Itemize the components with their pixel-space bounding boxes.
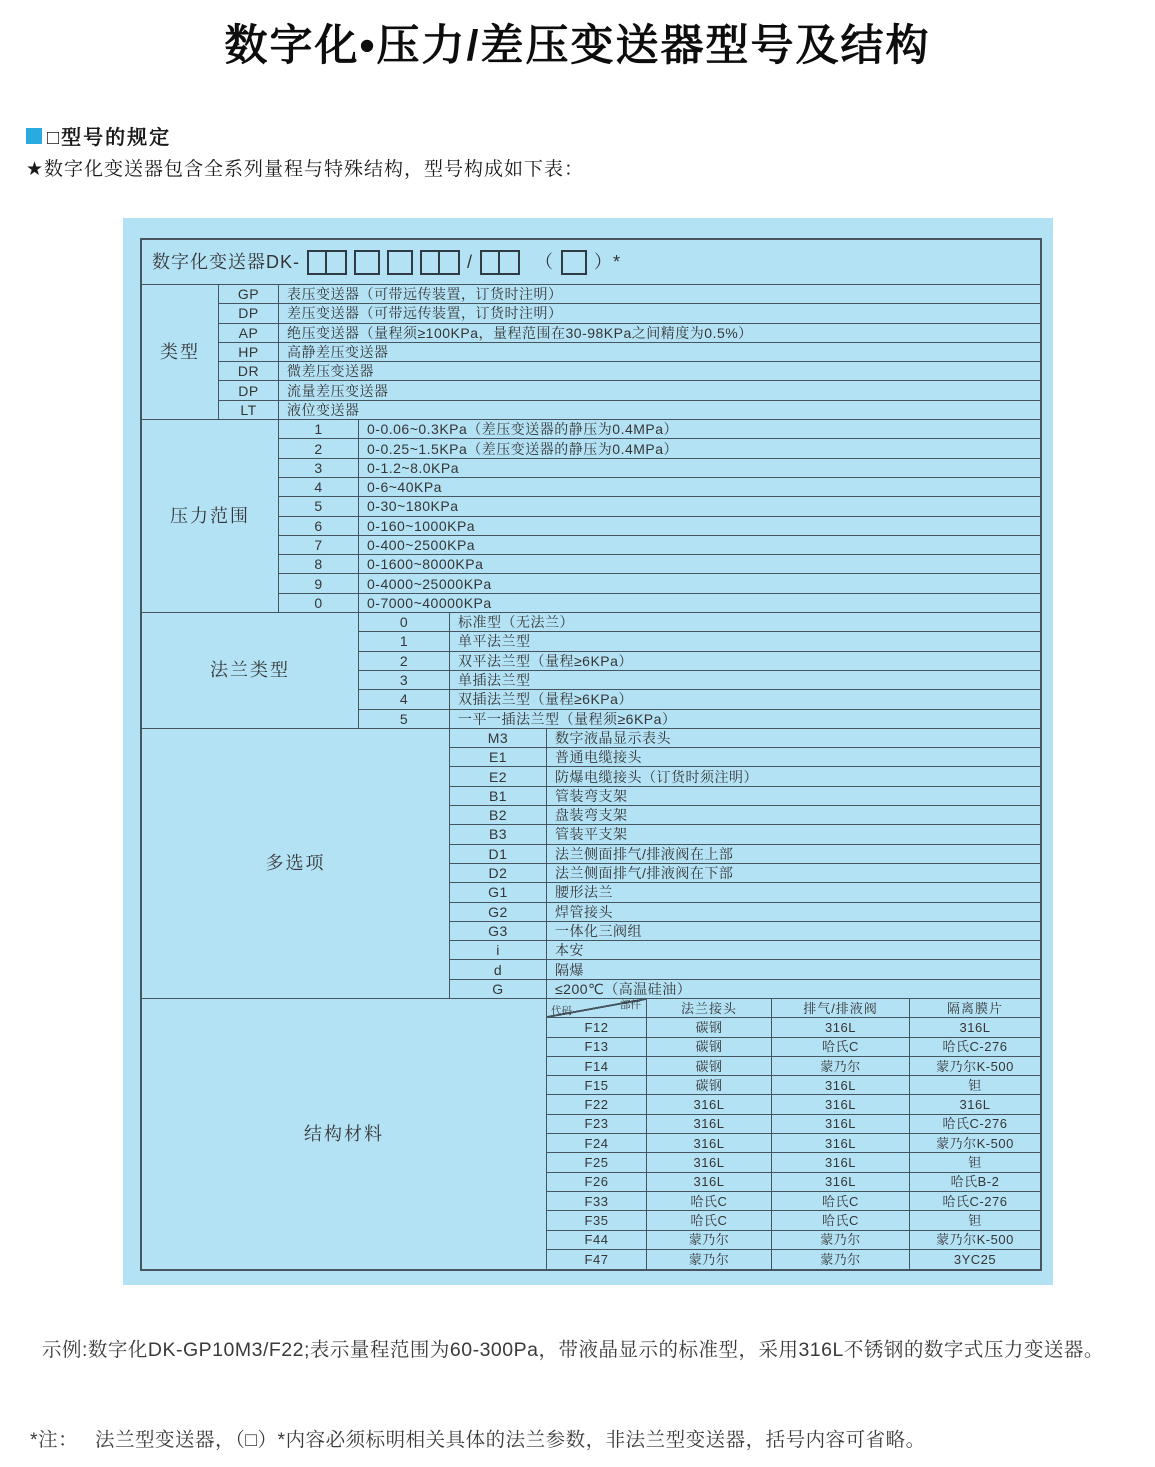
materials-cell: 316L	[910, 1095, 1040, 1114]
materials-code-cell: F24	[547, 1134, 647, 1153]
materials-cell: 蒙乃尔	[647, 1231, 772, 1250]
materials-cell: 钽	[910, 1076, 1040, 1095]
materials-col-header: 隔离膜片	[910, 999, 1040, 1018]
materials-cell: 哈氏C	[772, 1192, 910, 1211]
materials-cell: 哈氏C	[647, 1211, 772, 1230]
code-cell: 5	[359, 710, 450, 729]
materials-cell: 哈氏C	[647, 1192, 772, 1211]
desc-cell: 管装弯支架	[547, 787, 1040, 806]
intro-line: ★数字化变送器包含全系列量程与特殊结构，型号构成如下表：	[26, 159, 585, 180]
desc-cell: ≤200℃（高温硅油）	[547, 980, 1040, 999]
desc-cell: 0-30~180KPa	[359, 497, 1040, 516]
code-cell: 0	[279, 594, 359, 613]
code-cell: B2	[450, 806, 547, 825]
materials-code-cell: F15	[547, 1076, 647, 1095]
section-label: 多选项	[142, 729, 450, 999]
materials-code-cell: F14	[547, 1057, 647, 1076]
materials-code-cell: F44	[547, 1231, 647, 1250]
materials-cell: 蒙乃尔	[772, 1231, 910, 1250]
materials-cell: 蒙乃尔K-500	[910, 1057, 1040, 1076]
model-number-row	[142, 240, 1040, 285]
desc-cell: 单插法兰型	[450, 671, 1040, 690]
code-cell: G1	[450, 883, 547, 902]
desc-cell: 腰形法兰	[547, 883, 1040, 902]
code-cell: M3	[450, 729, 547, 748]
code-cell: B3	[450, 825, 547, 844]
section-heading	[26, 121, 171, 150]
desc-cell: 0-1.2~8.0KPa	[359, 459, 1040, 478]
code-cell: 3	[359, 671, 450, 690]
desc-cell: 焊管接头	[547, 903, 1040, 922]
desc-cell: 防爆电缆接头（订货时须注明）	[547, 767, 1040, 786]
code-cell: 4	[359, 690, 450, 709]
code-cell: DP	[219, 381, 279, 400]
materials-code-cell: F26	[547, 1173, 647, 1192]
model-code-box	[480, 250, 520, 275]
code-cell: GP	[219, 285, 279, 304]
code-cell: B1	[450, 787, 547, 806]
materials-cell: 哈氏C-276	[910, 1038, 1040, 1057]
desc-cell: 盘装弯支架	[547, 806, 1040, 825]
code-cell: LT	[219, 401, 279, 420]
desc-cell: 0-0.06~0.3KPa（差压变送器的静压为0.4MPa）	[359, 420, 1040, 439]
code-cell: E2	[450, 767, 547, 786]
materials-code-cell: F12	[547, 1018, 647, 1037]
desc-cell: 本安	[547, 941, 1040, 960]
desc-cell: 法兰侧面排气/排液阀在下部	[547, 864, 1040, 883]
materials-cell: 316L	[772, 1134, 910, 1153]
code-cell: AP	[219, 324, 279, 343]
materials-cell: 316L	[647, 1153, 772, 1172]
materials-code-cell: F22	[547, 1095, 647, 1114]
materials-code-cell: F33	[547, 1192, 647, 1211]
materials-cell: 钽	[910, 1153, 1040, 1172]
code-cell: 1	[359, 632, 450, 651]
materials-code-cell: F23	[547, 1115, 647, 1134]
desc-cell: 管装平支架	[547, 825, 1040, 844]
desc-cell: 微差压变送器	[279, 362, 1040, 381]
model-text: /	[467, 252, 474, 272]
section-heading-label: □型号的规定	[47, 127, 172, 149]
materials-cell: 316L	[772, 1173, 910, 1192]
materials-cell: 316L	[647, 1134, 772, 1153]
code-cell: DP	[219, 304, 279, 323]
desc-cell: 单平法兰型	[450, 632, 1040, 651]
model-code-box	[420, 250, 460, 275]
materials-code-cell: F47	[547, 1250, 647, 1269]
code-cell: G2	[450, 903, 547, 922]
model-code-box	[354, 250, 380, 275]
desc-cell: 一平一插法兰型（量程须≥6KPa）	[450, 710, 1040, 729]
materials-cell: 哈氏B-2	[910, 1173, 1040, 1192]
materials-cell: 蒙乃尔	[647, 1250, 772, 1269]
code-cell: 1	[279, 420, 359, 439]
note-text: 法兰型变送器，（□）*内容必须标明相关具体的法兰参数，非法兰型变送器，括号内容可省略。	[95, 1429, 926, 1451]
desc-cell: 液位变送器	[279, 401, 1040, 420]
desc-cell: 高静差压变送器	[279, 343, 1040, 362]
note-paragraph	[30, 1424, 1140, 1452]
section-label: 压力范围	[142, 420, 279, 613]
materials-cell: 哈氏C-276	[910, 1192, 1040, 1211]
desc-cell: 流量差压变送器	[279, 381, 1040, 400]
desc-cell: 0-1600~8000KPa	[359, 555, 1040, 574]
corner-part-label: 部件	[620, 998, 641, 1011]
code-cell: G3	[450, 922, 547, 941]
model-structure-table	[140, 238, 1042, 1271]
materials-cell: 蒙乃尔K-500	[910, 1134, 1040, 1153]
materials-cell: 316L	[647, 1095, 772, 1114]
model-text: （	[535, 252, 555, 272]
code-cell: 3	[279, 459, 359, 478]
materials-cell: 316L	[772, 1076, 910, 1095]
example-text: 数字化DK-GP10M3/F22;表示量程范围为60-300Pa，带液晶显示的标准型，采用316L不锈钢的数字式压力变送器。	[87, 1339, 1104, 1361]
example-paragraph	[42, 1330, 1142, 1370]
desc-cell: 0-7000~40000KPa	[359, 594, 1040, 613]
desc-cell: 0-0.25~1.5KPa（差压变送器的静压为0.4MPa）	[359, 439, 1040, 458]
code-cell: d	[450, 960, 547, 979]
desc-cell: 数字液晶显示表头	[547, 729, 1040, 748]
code-cell: 2	[359, 652, 450, 671]
code-cell: 9	[279, 574, 359, 593]
desc-cell: 一体化三阀组	[547, 922, 1040, 941]
materials-cell: 哈氏C	[772, 1211, 910, 1230]
code-cell: DR	[219, 362, 279, 381]
materials-code-cell: F35	[547, 1211, 647, 1230]
code-cell: i	[450, 941, 547, 960]
materials-cell: 316L	[772, 1018, 910, 1037]
section-label: 类型	[142, 285, 219, 420]
code-cell: D1	[450, 845, 547, 864]
model-text: ）*	[594, 252, 622, 272]
desc-cell: 0-400~2500KPa	[359, 536, 1040, 555]
code-cell: G	[450, 980, 547, 999]
desc-cell: 隔爆	[547, 960, 1040, 979]
section-label: 法兰类型	[142, 613, 359, 729]
materials-cell: 钽	[910, 1211, 1040, 1230]
model-code-box	[387, 250, 413, 275]
code-cell: 6	[279, 517, 359, 536]
desc-cell: 标准型（无法兰）	[450, 613, 1040, 632]
materials-col-header: 法兰接头	[647, 999, 772, 1018]
materials-cell: 哈氏C	[772, 1038, 910, 1057]
desc-cell: 普通电缆接头	[547, 748, 1040, 767]
model-code-box	[307, 250, 347, 275]
code-cell: 8	[279, 555, 359, 574]
materials-cell: 蒙乃尔	[772, 1057, 910, 1076]
materials-cell: 碳钢	[647, 1038, 772, 1057]
desc-cell: 0-6~40KPa	[359, 478, 1040, 497]
table-panel	[123, 218, 1053, 1285]
section-label: 结构材料	[142, 999, 547, 1269]
materials-cell: 哈氏C-276	[910, 1115, 1040, 1134]
materials-code-cell: F25	[547, 1153, 647, 1172]
desc-cell: 表压变送器（可带远传装置，订货时注明）	[279, 285, 1040, 304]
code-cell: 5	[279, 497, 359, 516]
materials-cell: 316L	[647, 1115, 772, 1134]
desc-cell: 0-4000~25000KPa	[359, 574, 1040, 593]
code-cell: D2	[450, 864, 547, 883]
desc-cell: 差压变送器（可带远传装置，订货时注明）	[279, 304, 1040, 323]
model-text: 数字化变送器DK-	[152, 252, 300, 272]
page-title: 数字化•压力/差压变送器型号及结构	[224, 22, 931, 70]
materials-cell: 316L	[772, 1115, 910, 1134]
desc-cell: 绝压变送器（量程须≥100KPa，量程范围在30-98KPa之间精度为0.5%）	[279, 324, 1040, 343]
example-label: 示例:	[42, 1339, 88, 1361]
materials-col-header: 排气/排液阀	[772, 999, 910, 1018]
model-code-box	[561, 250, 587, 275]
materials-cell: 3YC25	[953, 1251, 997, 1267]
materials-cell: 碳钢	[647, 1018, 772, 1037]
materials-cell: 316L	[910, 1018, 1040, 1037]
materials-cell: 316L	[647, 1173, 772, 1192]
code-cell: HP	[219, 343, 279, 362]
note-label: *注：	[30, 1429, 79, 1451]
code-cell: 4	[279, 478, 359, 497]
desc-cell: 法兰侧面排气/排液阀在上部	[547, 845, 1040, 864]
materials-cell: 蒙乃尔	[772, 1250, 910, 1269]
materials-cell: 碳钢	[647, 1076, 772, 1095]
code-cell: 7	[279, 536, 359, 555]
blue-square-icon	[26, 128, 42, 144]
corner-code-label: 代码	[551, 1004, 572, 1017]
materials-cell: 316L	[772, 1153, 910, 1172]
materials-code-cell: F13	[547, 1038, 647, 1057]
code-cell: 2	[279, 439, 359, 458]
code-cell: 0	[359, 613, 450, 632]
materials-cell: 蒙乃尔K-500	[910, 1231, 1040, 1250]
desc-cell: 双插法兰型（量程≥6KPa）	[450, 690, 1040, 709]
desc-cell: 双平法兰型（量程≥6KPa）	[450, 652, 1040, 671]
materials-cell: 316L	[772, 1095, 910, 1114]
desc-cell: 0-160~1000KPa	[359, 517, 1040, 536]
materials-cell: 碳钢	[647, 1057, 772, 1076]
materials-corner-cell	[547, 999, 647, 1018]
code-cell: E1	[450, 748, 547, 767]
